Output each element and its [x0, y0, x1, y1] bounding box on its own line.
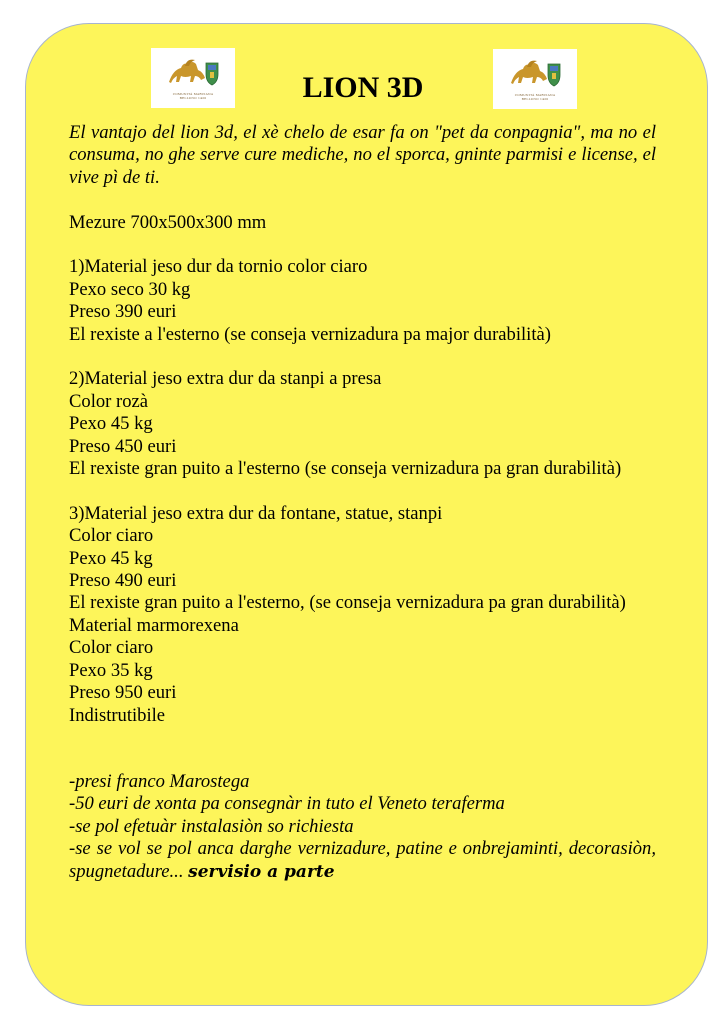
- material-color: Color rozà: [69, 390, 148, 412]
- material-name: 2)Material jeso extra dur da stanpi a presa: [69, 368, 382, 390]
- material-name: 1)Material jeso dur da tornio color ciaro: [69, 256, 368, 278]
- extras-text: -se se vol se pol anca darghe vernizadure, patine e onbrejaminti, decorasiòn, spugnetadure...: [69, 838, 656, 882]
- document-body: [69, 122, 656, 883]
- marble-weight: Pexo 35 kg: [69, 659, 153, 681]
- measures-line: Mezure 700x500x300 mm: [69, 211, 267, 233]
- material-color: Color ciaro: [69, 525, 154, 547]
- material-price: Preso 490 euri: [69, 570, 177, 592]
- material-weight: Pexo seco 30 kg: [69, 278, 191, 300]
- material-note: El rexiste a l'esterno (se conseja vernizadura pa major durabilità): [69, 323, 551, 345]
- marble-color: Color ciaro: [69, 637, 154, 659]
- footer-notes: [69, 771, 656, 883]
- material-note: El rexiste gran puito a l'esterno (se conseja vernizadura pa gran durabilità): [69, 458, 622, 480]
- discount-note: -50 euri de xonta pa consegnàr in tuto el Veneto teraferma: [69, 793, 505, 815]
- coat-of-arms-logo-left: [151, 48, 235, 108]
- coat-of-arms-logo-right: [493, 49, 577, 109]
- material-price: Preso 390 euri: [69, 301, 177, 323]
- material-2-block: [69, 368, 656, 480]
- material-3-block: [69, 503, 656, 615]
- material-weight: Pexo 45 kg: [69, 547, 153, 569]
- extras-emphasis: servisio a parte: [188, 861, 335, 882]
- shipping-note: -presi franco Marostega: [69, 770, 250, 792]
- material-name: 3)Material jeso extra dur da fontane, statue, stanpi: [69, 502, 443, 524]
- intro-paragraph: El vantajo del lion 3d, el xè chelo de esar fa on "pet da conpagnia", ma no el consuma, no ghe serve cure mediche, no el sporca, gninte parmisi e license, el vive pì de ti.: [69, 122, 656, 188]
- material-weight: Pexo 45 kg: [69, 413, 153, 435]
- logo-caption: COMUNITÀ MARCIANA BELLUNO 1420: [514, 93, 556, 101]
- extras-note: [69, 838, 656, 883]
- page-title: LION 3D: [302, 71, 424, 104]
- logo-caption: COMUNITÀ MARCIANA BELLUNO 1420: [172, 92, 214, 100]
- marble-block: [69, 615, 656, 727]
- lion-crest-icon: [507, 57, 563, 91]
- lion-crest-icon: [165, 56, 221, 90]
- marble-name: Material marmorexena: [69, 614, 239, 636]
- material-1-block: [69, 256, 656, 346]
- material-note: El rexiste gran puito a l'esterno, (se conseja vernizadura pa gran durabilità): [69, 592, 626, 614]
- install-note: -se pol efetuàr instalasiòn so richiesta: [69, 815, 354, 837]
- marble-price: Preso 950 euri: [69, 682, 177, 704]
- material-price: Preso 450 euri: [69, 435, 177, 457]
- marble-note: Indistrutibile: [69, 704, 166, 726]
